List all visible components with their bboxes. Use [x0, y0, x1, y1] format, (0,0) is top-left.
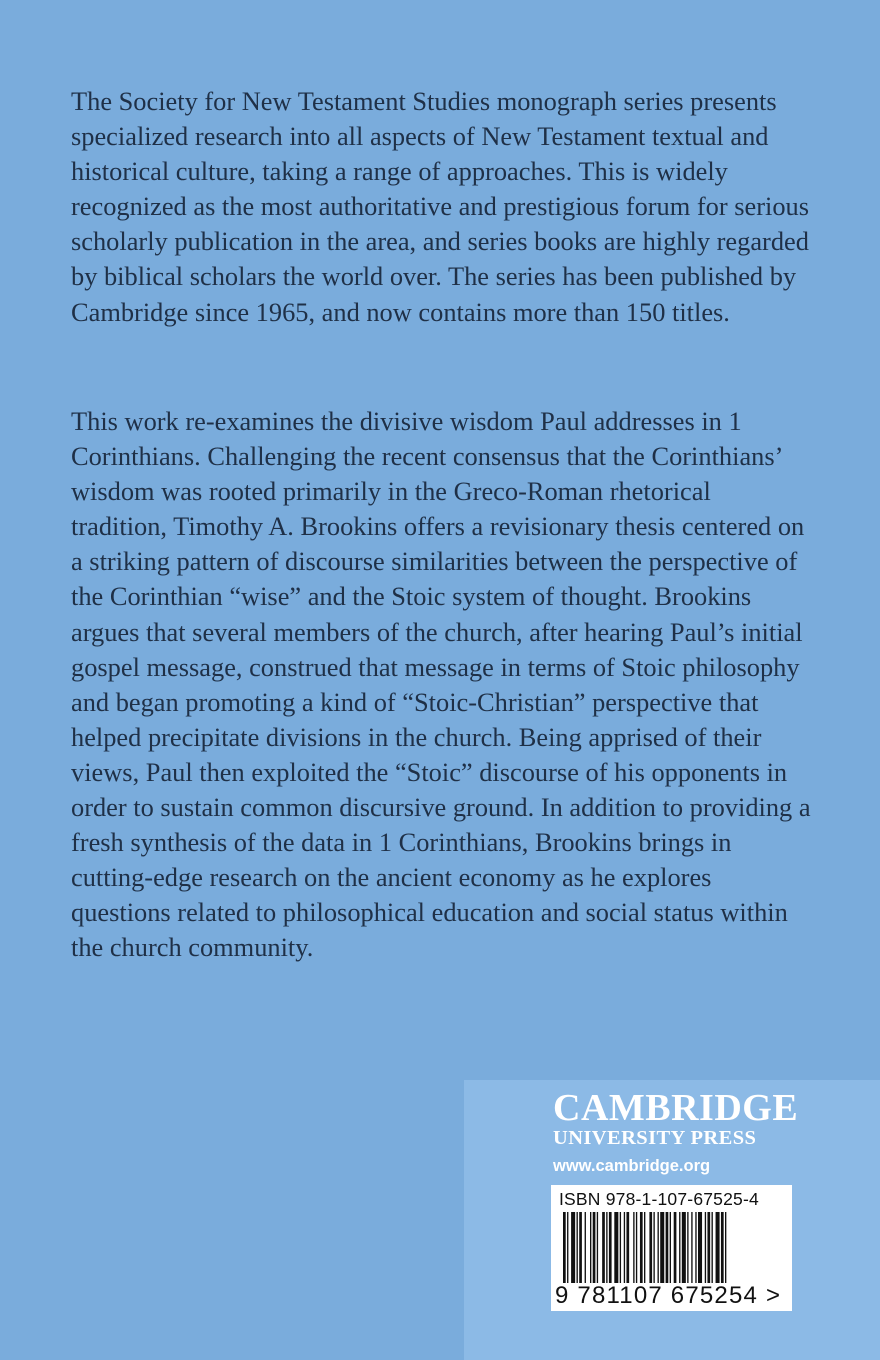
barcode-bar	[698, 1212, 702, 1284]
barcode-bar	[660, 1212, 664, 1284]
barcode-digits: 9 781107 675254 >	[555, 1282, 782, 1309]
barcode-bar	[620, 1212, 621, 1284]
barcode-bar	[597, 1212, 598, 1284]
barcode-label	[551, 1185, 792, 1311]
barcode-bar	[682, 1212, 686, 1284]
publisher-name: CAMBRIDGE	[553, 1087, 799, 1129]
isbn-text: ISBN 978-1-107-67525-4	[559, 1189, 759, 1209]
barcode-bar	[602, 1212, 605, 1284]
barcode-bar	[567, 1212, 568, 1292]
barcode-bar	[712, 1212, 713, 1284]
barcode-bar	[687, 1212, 688, 1284]
barcode-bar	[606, 1212, 607, 1284]
barcode-bar	[695, 1212, 696, 1284]
barcode-bar	[716, 1212, 720, 1284]
publisher-website: www.cambridge.org	[553, 1157, 711, 1175]
publisher-logo	[553, 1087, 799, 1149]
barcode-bar	[640, 1212, 643, 1284]
barcode-bar	[658, 1212, 659, 1284]
barcode-bar	[633, 1212, 634, 1284]
barcode-bar	[563, 1212, 566, 1292]
barcode-bar	[636, 1212, 637, 1284]
barcode-bar	[649, 1212, 652, 1292]
barcode-bar	[579, 1212, 582, 1284]
barcode-bar	[707, 1212, 710, 1284]
barcode-bar	[670, 1212, 671, 1284]
barcode-bar	[666, 1212, 669, 1284]
book-description-paragraph: This work re-examines the divisive wisdom Paul addresses in 1 Corinthians. Challenging the recent consensus that the Corinthians’ wisdom was rooted primarily in the Greco-Roman rhetorical tradition, Timothy A. Brookins offers a revisionary thesis centered on a striking pattern of discourse similarities between the perspective of the Corinthian “wise” and the Stoic system of thought. Brookins argues that several members of the church, after hearing Paul’s initial gospel message, construed that message in terms of Stoic philosophy and began promoting a kind of “Stoic-Christian” perspective that helped precipitate divisions in the church. Being apprised of their views, Paul then exploited the “Stoic” discourse of his opponents in order to sustain common discursive ground. In addition to providing a fresh synthesis of the data in 1 Corinthians, Brookins brings in cutting-edge research on the ancient economy as he explores questions related to philosophical education and social status within the church community.	[71, 406, 811, 963]
barcode-bar	[725, 1212, 726, 1292]
barcode-bar	[571, 1212, 575, 1284]
series-description-paragraph: The Society for New Testament Studies monograph series presents specialized research into all aspects of New Testament textual and historical culture, taking a range of approaches. This is widely recognized as the most authoritative and prestigious forum for serious scholarly publication in the area, and series books are highly regarded by biblical scholars the world over. The series has been published by Cambridge since 1965, and now contains more than 150 titles.	[71, 86, 810, 327]
barcode-bar	[590, 1212, 591, 1284]
barcode-bar	[705, 1212, 706, 1284]
barcode-bar	[585, 1212, 586, 1284]
barcode-bar	[691, 1212, 692, 1284]
barcode-bar	[721, 1212, 724, 1292]
barcode-bar	[644, 1212, 645, 1292]
barcode-bar	[674, 1212, 677, 1284]
barcode-bar	[626, 1212, 629, 1284]
publisher-subtitle: UNIVERSITY PRESS	[553, 1127, 757, 1149]
barcode-bars	[561, 1212, 771, 1292]
barcode-bar	[593, 1212, 596, 1284]
barcode-bar	[624, 1212, 625, 1284]
barcode-bar	[577, 1212, 578, 1284]
barcode-bar	[679, 1212, 680, 1284]
barcode-bar	[614, 1212, 618, 1284]
barcode-bar	[609, 1212, 612, 1284]
barcode-bar	[653, 1212, 654, 1284]
